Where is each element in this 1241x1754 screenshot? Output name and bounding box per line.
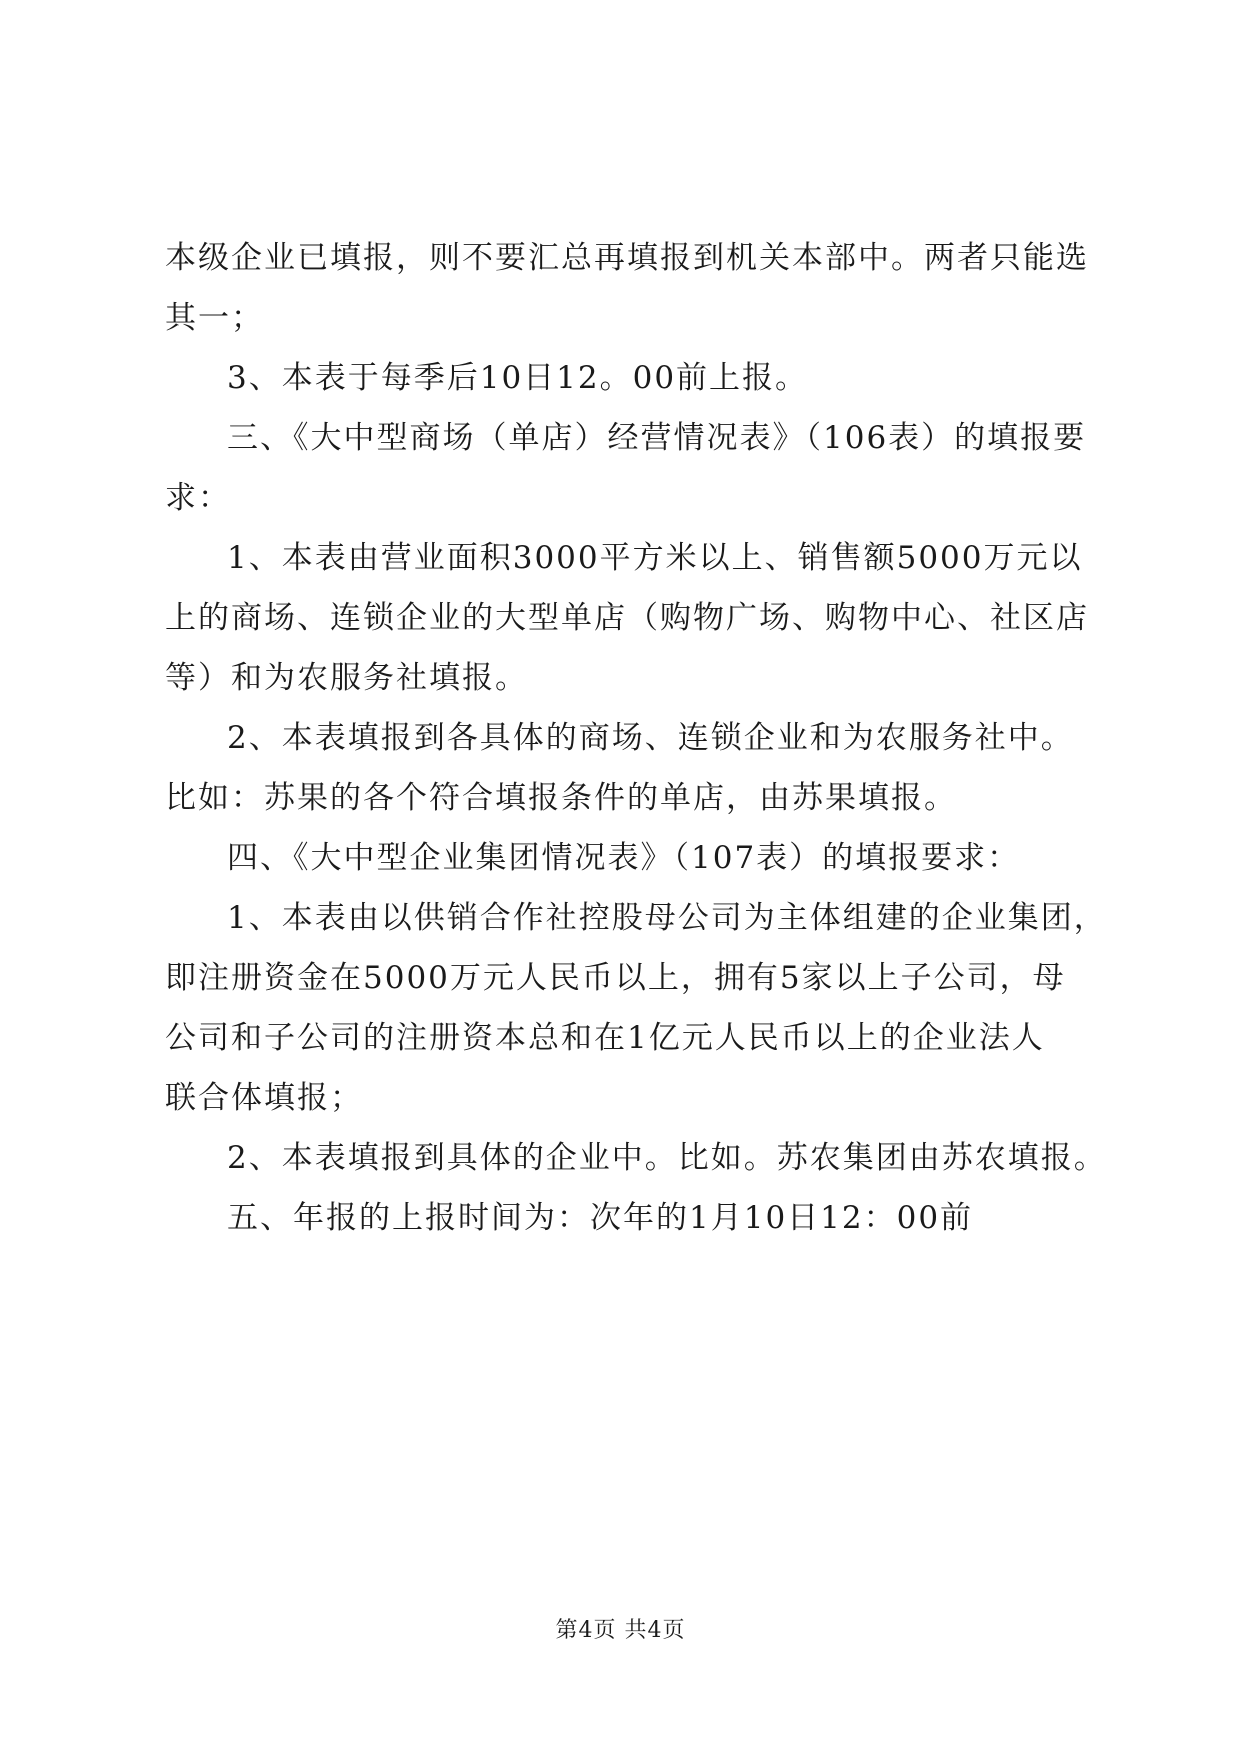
text-line: 1、本表由以供销合作社控股母公司为主体组建的企业集团， [227, 900, 1107, 936]
text-line: 1、本表由营业面积3000平方米以上、销售额5000万元以 [227, 540, 1083, 576]
text-line: 即注册资金在5000万元人民币以上，拥有5家以上子公司，母 [165, 960, 1066, 996]
section-heading: 五、年报的上报时间为：次年的1月10日12：00前 [227, 1200, 974, 1236]
text-line: 等）和为农服务社填报。 [165, 660, 528, 696]
text-line: 公司和子公司的注册资本总和在1亿元人民币以上的企业法人 [165, 1020, 1045, 1056]
section-heading: 四、《大中型企业集团情况表》（107表）的填报要求： [227, 840, 1021, 876]
text-line: 其一； [165, 300, 264, 336]
text-line: 比如：苏果的各个符合填报条件的单店，由苏果填报。 [165, 780, 957, 816]
text-line: 联合体填报； [165, 1080, 363, 1116]
text-line: 2、本表填报到各具体的商场、连锁企业和为农服务社中。 [227, 720, 1074, 756]
text-line: 2、本表填报到具体的企业中。比如。苏农集团由苏农填报。 [227, 1140, 1107, 1176]
text-line: 3、本表于每季后10日12。00前上报。 [227, 360, 809, 396]
page-number-footer: 第4页 共4页 [555, 1618, 686, 1643]
text-line: 上的商场、连锁企业的大型单店（购物广场、购物中心、社区店 [165, 600, 1089, 636]
section-heading: 三、《大中型商场（单店）经营情况表》（106表）的填报要 [227, 420, 1087, 456]
text-line: 求： [165, 480, 231, 516]
text-line: 本级企业已填报，则不要汇总再填报到机关本部中。两者只能选 [165, 240, 1089, 276]
